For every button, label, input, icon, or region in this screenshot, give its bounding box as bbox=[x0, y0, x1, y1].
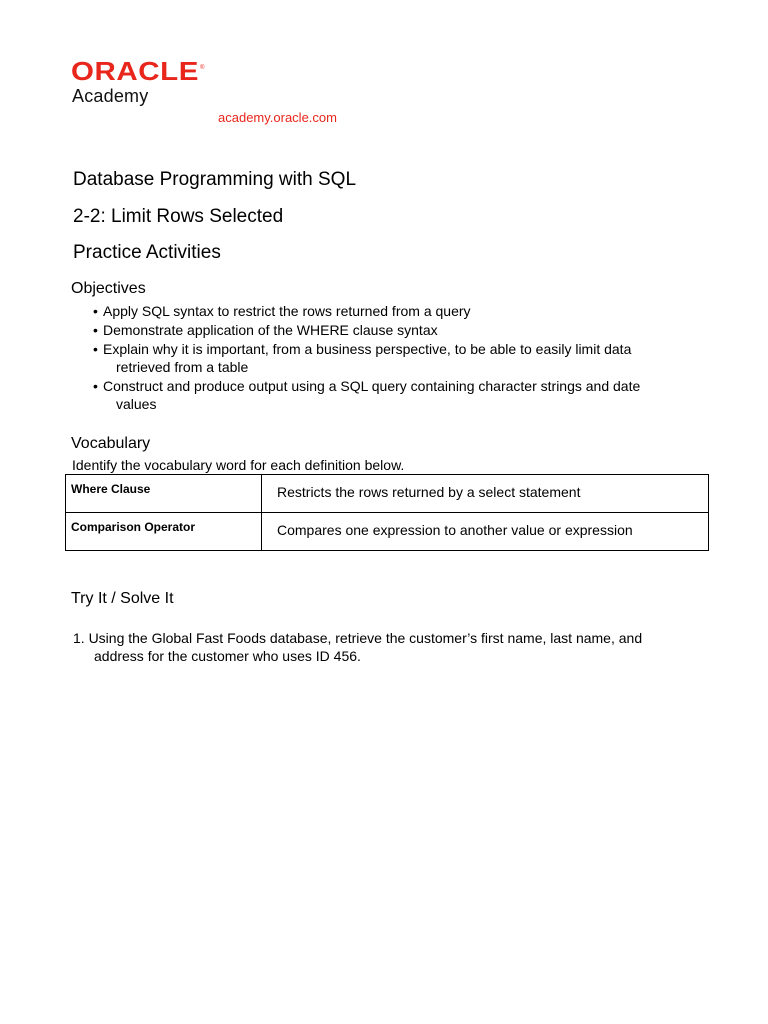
bullet-icon: • bbox=[93, 341, 98, 357]
vocabulary-intro: Identify the vocabulary word for each definition below. bbox=[72, 457, 405, 473]
objective-item bbox=[93, 302, 703, 320]
try-it-heading: Try It / Solve It bbox=[71, 590, 174, 607]
activity-title: Practice Activities bbox=[73, 242, 221, 263]
question-text-continued: address for the customer who uses ID 456. bbox=[94, 648, 361, 664]
objective-text-continued: retrieved from a table bbox=[116, 359, 249, 375]
bullet-icon: • bbox=[93, 378, 98, 394]
vocab-term-cell: Comparison Operator bbox=[66, 513, 262, 551]
oracle-logo bbox=[71, 58, 205, 86]
question-1 bbox=[73, 629, 703, 665]
vocab-term-cell: Where Clause bbox=[66, 475, 262, 513]
objective-item bbox=[93, 340, 703, 376]
objective-item bbox=[93, 321, 703, 339]
bullet-icon: • bbox=[93, 303, 98, 319]
table-row bbox=[66, 475, 709, 513]
bullet-icon: • bbox=[93, 322, 98, 338]
lesson-title: 2-2: Limit Rows Selected bbox=[73, 206, 284, 227]
objectives-list bbox=[93, 302, 703, 414]
objective-text: Explain why it is important, from a business perspective, to be able to easily limit data bbox=[103, 341, 632, 357]
svg-text:®: ® bbox=[200, 65, 205, 71]
question-text: 1. Using the Global Fast Foods database, retrieve the customer’s first name, last name, and bbox=[73, 630, 643, 646]
objective-item bbox=[93, 377, 703, 413]
objective-text: Demonstrate application of the WHERE clause syntax bbox=[103, 322, 438, 338]
academy-url-link[interactable]: academy.oracle.com bbox=[218, 110, 337, 125]
vocabulary-table bbox=[65, 474, 709, 551]
course-title: Database Programming with SQL bbox=[73, 169, 357, 190]
objective-text: Apply SQL syntax to restrict the rows returned from a query bbox=[103, 303, 471, 319]
vocab-definition-cell: Compares one expression to another value or expression bbox=[262, 513, 709, 551]
oracle-academy-logo bbox=[71, 58, 205, 106]
objectives-heading: Objectives bbox=[71, 280, 146, 297]
vocab-definition-cell: Restricts the rows returned by a select statement bbox=[262, 475, 709, 513]
oracle-wordmark: ORACLE bbox=[71, 58, 199, 86]
academy-label: Academy bbox=[72, 86, 149, 106]
table-row bbox=[66, 513, 709, 551]
vocabulary-heading: Vocabulary bbox=[71, 435, 151, 452]
objective-text-continued: values bbox=[116, 396, 157, 412]
objective-text: Construct and produce output using a SQL query containing character strings and date bbox=[103, 378, 641, 394]
